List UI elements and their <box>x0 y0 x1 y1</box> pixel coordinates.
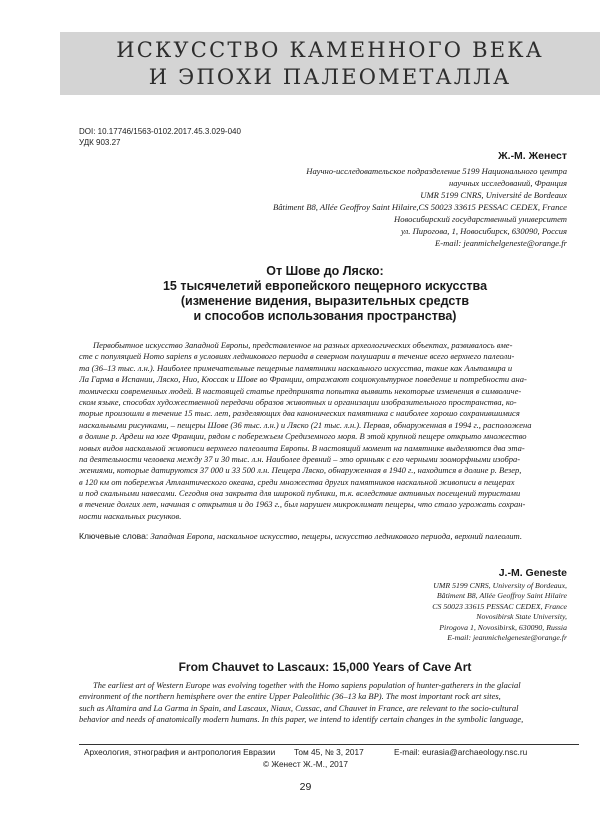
affiliation-line: CS 50023 33615 PESSAC CEDEX, France <box>432 601 567 611</box>
affiliation-line: научных исследований, Франция <box>448 178 567 188</box>
abstract-line: Ла Гарма в Испании, Ляско, Нио, Кюссак и Шове во Франции, отражают социокультурное поведение и потребности ана- <box>79 374 527 385</box>
journal-volume: Том 45, № 3, 2017 <box>294 747 364 757</box>
journal-name: Археология, этнография и антропология Евразии <box>84 747 276 757</box>
udk: УДК 903.27 <box>79 138 121 147</box>
author-affiliation-en <box>267 581 567 643</box>
abstract-line: па деятельности человека между 37 и 30 тыс. л.н. Наиболее древний – это орнньяк с его черными зооморфными изобра- <box>79 453 521 464</box>
affiliation-line: Научно-исследовательское подразделение 5199 Национального центра <box>306 166 567 176</box>
abstract-line: и под скальными навесами. Сегодня она закрыта для широкой публики, т.к. вследствие активных посещений туристами <box>79 488 521 499</box>
abstract-line: Первобытное искусство Западной Европы, представленное на разных археологических объектах, развивалось вме- <box>93 340 513 350</box>
page-number: 29 <box>299 781 312 793</box>
affiliation-line: Новосибирский государственный университет <box>394 214 567 224</box>
abstract-line: наскальными рисунками, – пещеры Шове (36 тыс. л.н.) и Ляско (21 тыс. л.н.). Первая, обнаруженная в 1994 г., расположена <box>79 419 532 430</box>
affiliation-line: Bâtiment B8, Allée Geoffroy Saint Hilaire <box>436 591 567 601</box>
affiliation-line: UMR 5199 CNRS, University of Bordeaux, <box>433 581 567 590</box>
abstract-line: ности наскальных рисунков. <box>79 510 182 521</box>
author-email-ru[interactable]: E-mail: jeanmichelgeneste@orange.fr <box>434 238 567 248</box>
author-name-en: J.-M. Geneste <box>498 567 567 579</box>
affiliation-line: ул. Пирогова, 1, Новосибирск, 630090, Россия <box>400 226 567 236</box>
abstract-line: в течение долгих лет, начиная с открытия и до 1963 г., был нарушен микроклимат пещеры, что стало угрожать сохран- <box>79 499 526 510</box>
title-line: 15 тысячелетий европейского пещерного искусства <box>162 279 488 293</box>
author-email-en[interactable]: E-mail: jeanmichelgeneste@orange.fr <box>447 633 567 643</box>
abstract-line: в долине р. Ардеш на юге Франции, рядом с побережьем Средиземного моря. В этой крупной пещере открыто множество <box>79 431 527 442</box>
keywords-text: Западная Европа, наскальное искусство, пещеры, искусство ледникового периода, верхний палеолит. <box>150 531 522 541</box>
abstract-line: ском языке, способах художественной передачи образов животных и организации изобразительного пространства, ко- <box>79 396 517 407</box>
footer-divider <box>79 744 579 745</box>
doi[interactable]: DOI: 10.17746/1563-0102.2017.45.3.029-040 <box>79 127 241 136</box>
affiliation-line: Bâtiment B8, Allée Geoffroy Saint Hilaire,CS 50023 33615 PESSAC CEDEX, France <box>273 202 567 212</box>
banner-title-line-2: И ЭПОХИ ПАЛЕОМЕТАЛЛА <box>148 65 512 89</box>
abstract-line: торые произошли в течение 15 тыс. лет, разделяющих два канонических памятника с наиболее хорошо сохранившимися <box>79 408 520 419</box>
abstract-en <box>79 680 589 726</box>
keywords-label: Ключевые слова: <box>79 531 149 541</box>
affiliation-line: UMR 5199 CNRS, Université de Bordeaux <box>420 190 567 200</box>
abstract-line: environment of the northern hemisphere over the entire Upper Paleolithic (36–13 ka BP). The most important rock art sites, <box>79 691 501 702</box>
affiliation-line: Pirogova 1, Novosibirsk, 630090, Russia <box>439 622 567 632</box>
abstract-ru <box>79 340 584 522</box>
author-name-ru: Ж.-М. Женест <box>498 150 567 162</box>
abstract-line: та (36–13 тыс. л.н.). Наиболее примечательные пещерные памятники наскального искусства, такие как Альтамира и <box>79 362 513 373</box>
abstract-line: жениями, которые датируются 37 000 и 33 500 л.н. Пещера Ляско, обнаруженная в 1940 г., находится в долине р. Везер, <box>79 465 522 476</box>
article-title-ru <box>60 264 590 324</box>
copyright: © Женест Ж.-М., 2017 <box>262 759 349 769</box>
journal-email[interactable]: E-mail: eurasia@archaeology.nsc.ru <box>394 747 528 757</box>
abstract-line: в 120 км от побережья Атлантического океана, среди множества других памятников наскальной живописи в пещерах <box>79 476 515 487</box>
author-affiliation-ru <box>147 165 567 249</box>
abstract-line: behavior and needs of anatomically modern humans. In this paper, we intend to identify certain changes in the symbolic language, <box>79 714 524 725</box>
keywords <box>79 531 584 542</box>
abstract-line: such as Altamira and La Garma in Spain, and Lascaux, Niaux, Cussac, and Chauvet in France, are relevant to the socio-cultural <box>79 702 519 713</box>
abstract-line: томически современных людей. В настоящей статье предпринята попытка выявить некоторые изменения в символиче- <box>79 385 522 396</box>
abstract-line: The earliest art of Western Europe was evolving together with the Homo sapiens population of hunter-gatherers in the glacial <box>93 680 521 690</box>
title-line: (изменение видения, выразительных средств <box>180 294 470 308</box>
title-line: От Шове до Ляско: <box>266 264 384 278</box>
article-title-en: From Chauvet to Lascaux: 15,000 Years of Cave Art <box>178 660 472 674</box>
abstract-line: сте с популяцией Homo sapiens в условиях ледникового периода в северном полушарии в течение всего верхнего палеоли- <box>79 351 515 362</box>
banner-title-line-1: ИСКУССТВО КАМЕННОГО ВЕКА <box>116 38 544 62</box>
section-banner <box>60 32 600 95</box>
title-line: и способов использования пространства) <box>193 309 457 323</box>
abstract-line: новых видов наскальной живописи верхнего палеолита Европы. В настоящий момент на памятнике выделяются два эта- <box>79 442 525 453</box>
affiliation-line: Novosibirsk State University, <box>476 612 567 622</box>
